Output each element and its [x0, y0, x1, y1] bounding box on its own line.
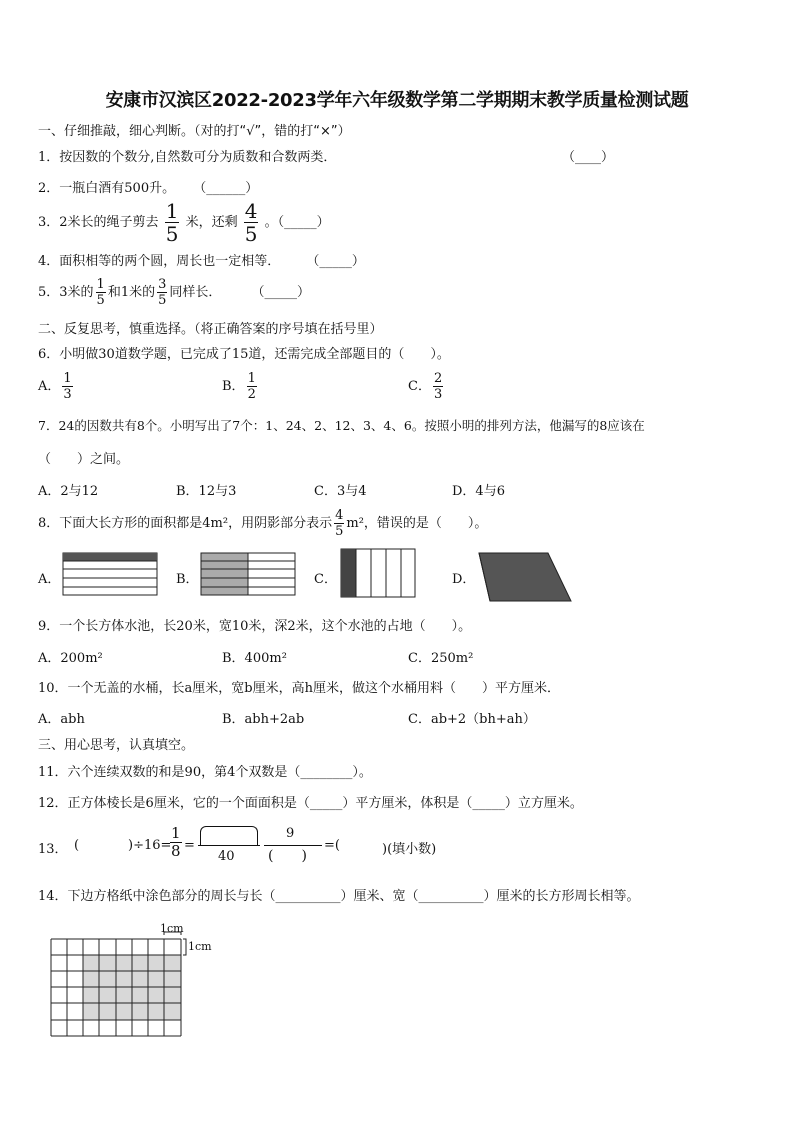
- q13-fraction-3: [264, 826, 335, 866]
- question-12: 12．正方体棱长是6厘米，它的一个面面积是（_____）平方厘米，体积是（_____）立方厘米。: [38, 796, 583, 811]
- q8-option-d-label[interactable]: D．: [452, 572, 476, 587]
- side-measure-bracket: [183, 939, 186, 955]
- q5-post: 同样长．: [169, 285, 222, 300]
- question-5-answer[interactable]: （_____）: [251, 285, 311, 300]
- grid-label-side: 1cm: [188, 940, 212, 953]
- q13-tail: )(填小数): [382, 842, 437, 857]
- q13-blank-numerator[interactable]: [200, 826, 258, 845]
- q3-pre: 3．2米长的绳子剪去: [38, 215, 159, 230]
- question-4: [38, 250, 365, 269]
- q6-option-b[interactable]: B． $\frac{1}{2}$: [222, 371, 256, 402]
- grid-label-top: 1cm: [160, 922, 184, 935]
- q14-grid-figure: [50, 920, 230, 1038]
- question-2-text: 2．一瓶白酒有500升。: [38, 181, 176, 196]
- q6-a-fraction: $\frac{1}{3}$: [63, 371, 72, 402]
- q8-option-c-label[interactable]: C．: [314, 572, 337, 587]
- q9-option-a[interactable]: A．200m²: [38, 651, 103, 666]
- q8-pre: 8．下面大长方形的面积都是4m²，用阴影部分表示: [38, 516, 333, 531]
- q9-option-b[interactable]: B．400m²: [222, 651, 287, 666]
- question-7-line-2: （ ）之间。: [38, 452, 130, 467]
- question-8: [38, 508, 487, 540]
- q5-mid: 和1米的: [107, 285, 156, 300]
- question-10: 10．一个无盖的水桶，长a厘米，宽b厘米，高h厘米，做这个水桶用料（ ）平方厘米．: [38, 681, 560, 696]
- q5-fraction-2: $\frac{3}{5}$: [158, 277, 167, 308]
- q5-pre: 5．3米的: [38, 285, 94, 300]
- q13-fraction-1: $\frac{1}{8}$: [171, 824, 181, 860]
- q8-option-a-label[interactable]: A．: [38, 572, 61, 587]
- q3-answer[interactable]: 。（_____）: [264, 215, 330, 230]
- q6-b-fraction: $\frac{1}{2}$: [247, 371, 256, 402]
- q7-option-a[interactable]: A．2与12: [38, 484, 99, 499]
- q10-option-c[interactable]: C．ab+2（bh+ah）: [408, 712, 536, 727]
- q8-option-a-figure[interactable]: [62, 552, 158, 596]
- question-2: [38, 177, 258, 196]
- q3-fraction-1: $\frac{1}{5}$: [165, 199, 179, 246]
- q13-equals-1: =: [184, 838, 195, 853]
- q8-option-b-label[interactable]: B．: [176, 572, 199, 587]
- q13-denominator-40: 40: [218, 849, 235, 864]
- q7-option-b[interactable]: B．12与3: [176, 484, 237, 499]
- question-3: [38, 201, 330, 244]
- q3-fraction-2: $\frac{4}{5}$: [244, 199, 258, 246]
- question-2-answer[interactable]: （______）: [193, 181, 259, 196]
- q6-option-a[interactable]: A． $\frac{1}{3}$: [38, 371, 72, 402]
- q13-equals-2: =(: [324, 838, 340, 853]
- question-4-text: 4．面积相等的两个圆，周长也一定相等．: [38, 254, 281, 269]
- q10-option-b[interactable]: B．abh+2ab: [222, 712, 305, 727]
- q13-fraction-2-bar: [198, 845, 260, 846]
- q3-mid: 米，还剩: [185, 215, 238, 230]
- q13-div: )÷16=: [128, 838, 172, 853]
- question-4-answer[interactable]: （_____）: [306, 254, 365, 269]
- section-1-heading: 一、仔细推敲，细心判断。（对的打“√”，错的打“×”）: [38, 124, 351, 139]
- section-2-heading: 二、反复思考，慎重选择。（将正确答案的序号填在括号里）: [38, 322, 383, 337]
- question-1: 1．按因数的个数分,自然数可分为质数和合数两类．: [38, 150, 337, 165]
- q6-option-c[interactable]: C． $\frac{2}{3}$: [408, 371, 443, 402]
- q13-open-paren: (: [74, 838, 80, 853]
- question-1-answer[interactable]: （____）: [562, 150, 615, 165]
- q13-fraction-2: [198, 826, 260, 866]
- q9-option-c[interactable]: C．250m²: [408, 651, 474, 666]
- question-6: 6．小明做30道数学题，已完成了15道，还需完成全部题目的（ ）。: [38, 347, 450, 362]
- question-14: 14．下边方格纸中涂色部分的周长与长（__________）厘米、宽（__________）厘米的长方形周长相等。: [38, 889, 640, 904]
- q5-fraction-1: $\frac{1}{5}$: [96, 277, 105, 308]
- q7-option-c[interactable]: C．3与4: [314, 484, 367, 499]
- q13-numerator-9: 9: [286, 826, 295, 841]
- q8-fraction: $\frac{4}{5}$: [335, 508, 344, 539]
- q13-number: 13．: [38, 842, 68, 857]
- section-3-heading: 三、用心思考，认真填空。: [38, 738, 195, 753]
- question-9: 9．一个长方体水池，长20米，宽10米，深2米，这个水池的占地（ ）。: [38, 619, 472, 634]
- q8-option-c-figure[interactable]: [340, 548, 416, 598]
- q7-option-d[interactable]: D．4与6: [452, 484, 505, 499]
- q8-post: m²，错误的是（ ）。: [346, 516, 488, 531]
- question-5: [38, 276, 310, 310]
- question-7-line-1: 7．24的因数共有8个。小明写出了7个：1、24、2、12、3、4、6。按照小明的排列方法，他漏写的8应该在: [38, 418, 645, 433]
- q13-fraction-3-bar: [264, 845, 322, 846]
- q8-option-b-figure[interactable]: [200, 552, 296, 596]
- q10-option-a[interactable]: A．abh: [38, 712, 85, 727]
- question-11: 11．六个连续双数的和是90，第4个双数是（________）。: [38, 765, 372, 780]
- page-title: 安康市汉滨区2022-2023学年六年级数学第二学期期末教学质量检测试题: [105, 90, 689, 111]
- grid-lines: [51, 939, 181, 1036]
- q6-c-fraction: $\frac{2}{3}$: [433, 371, 443, 402]
- q8-option-d-figure[interactable]: [478, 552, 572, 602]
- q13-blank-denominator[interactable]: (): [268, 848, 335, 864]
